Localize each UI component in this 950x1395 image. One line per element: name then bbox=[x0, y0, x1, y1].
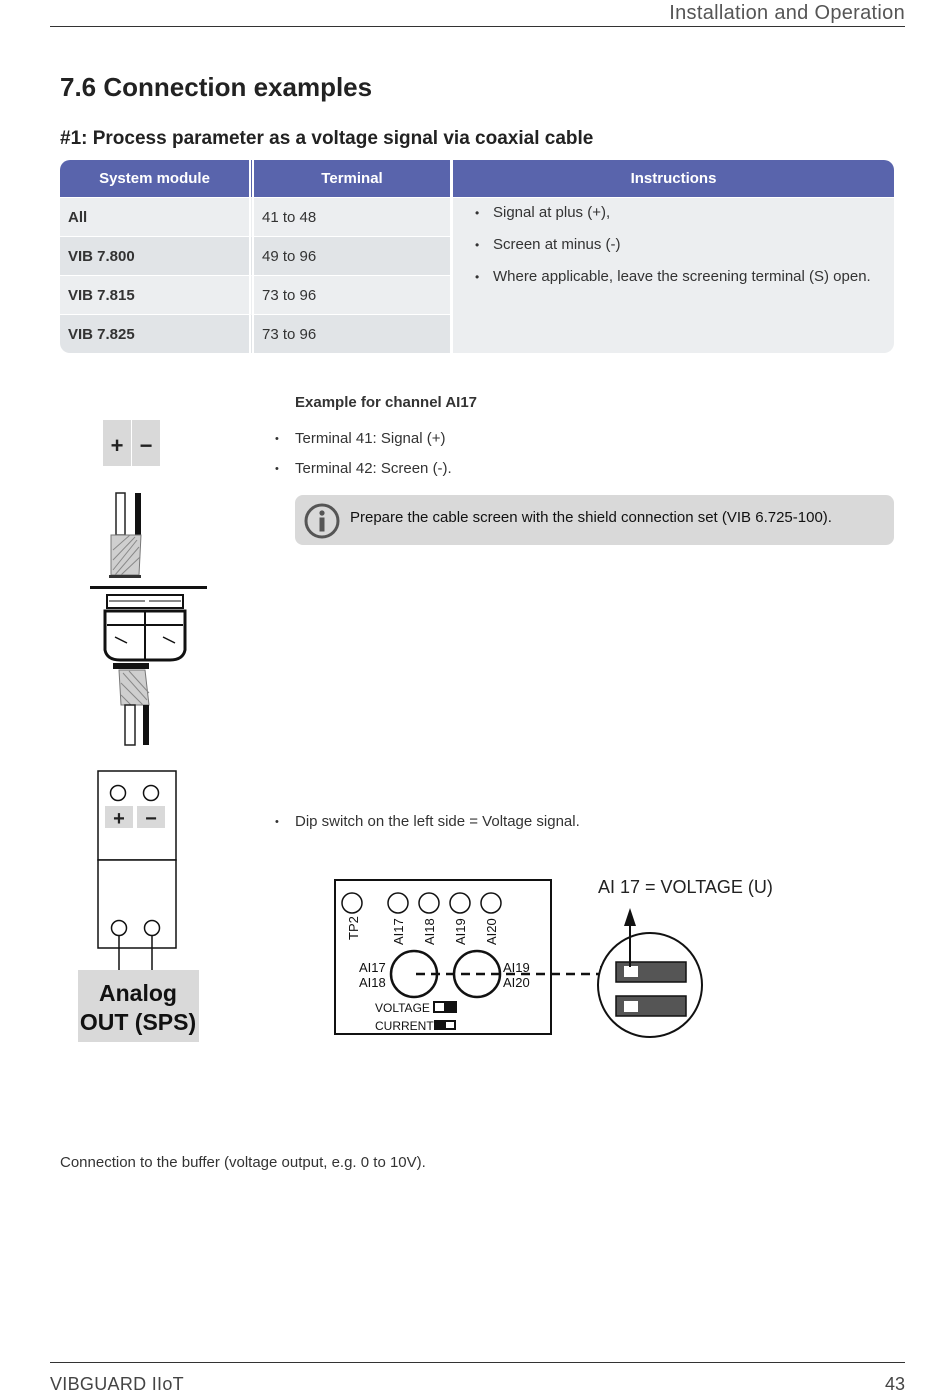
example-item: • Terminal 42: Screen (-). bbox=[295, 458, 452, 480]
plus-label: + bbox=[113, 808, 125, 830]
current-switch-legend-fill bbox=[446, 1022, 454, 1028]
board-led-ai19 bbox=[450, 893, 470, 913]
dip-switch-diagram bbox=[330, 872, 790, 1044]
label-ai18: AI18 bbox=[359, 975, 386, 990]
column-header-module: System module bbox=[60, 160, 254, 197]
output-terminal-minus bbox=[145, 921, 160, 936]
shield-band bbox=[109, 575, 141, 578]
instructions-cell bbox=[453, 197, 894, 353]
info-text: Prepare the cable screen with the shield connection set (VIB 6.725-100). bbox=[350, 509, 832, 526]
instruction-item: • Where applicable, leave the screening terminal (S) open. bbox=[493, 266, 880, 288]
connection-table bbox=[60, 160, 894, 353]
analog-out-line2: OUT (SPS) bbox=[79, 1009, 197, 1035]
subsection-title: #1: Process parameter as a voltage signal via coaxial cable bbox=[60, 128, 594, 149]
callout-label: AI 17 = VOLTAGE (U) bbox=[598, 877, 773, 897]
section-title: 7.6 Connection examples bbox=[60, 72, 373, 102]
board-led-ai18 bbox=[419, 893, 439, 913]
example-item: • Terminal 41: Signal (+) bbox=[295, 428, 452, 450]
dip-switch-1-lever bbox=[624, 966, 638, 977]
output-terminal-plus bbox=[112, 921, 127, 936]
minus-label: − bbox=[145, 808, 157, 830]
terminal-cell: 73 to 96 bbox=[254, 314, 453, 353]
label-ai20: AI20 bbox=[503, 975, 530, 990]
screw-minus bbox=[144, 786, 159, 801]
module-cell: VIB 7.825 bbox=[60, 314, 254, 353]
panel-line bbox=[90, 586, 207, 589]
info-icon bbox=[303, 502, 341, 540]
analog-out-line1: Analog bbox=[99, 980, 177, 1006]
instruction-item: • Signal at plus (+), bbox=[493, 202, 880, 224]
instructions-list bbox=[493, 202, 880, 288]
column-header-terminal: Terminal bbox=[254, 160, 453, 197]
board-label: AI20 bbox=[484, 918, 499, 945]
page-number: 43 bbox=[884, 1374, 905, 1394]
signal-wire-bottom bbox=[125, 705, 135, 745]
board-led-tp2 bbox=[342, 893, 362, 913]
module-cell: VIB 7.815 bbox=[60, 275, 254, 314]
module-cell: VIB 7.800 bbox=[60, 236, 254, 275]
instruction-item: • Screen at minus (-) bbox=[493, 234, 880, 256]
board-label: TP2 bbox=[346, 916, 361, 940]
module-cell: All bbox=[60, 197, 254, 236]
dip-list bbox=[295, 811, 580, 833]
label-current: CURRENT bbox=[375, 1019, 434, 1033]
running-header: Installation and Operation bbox=[669, 2, 905, 24]
board-label: AI17 bbox=[391, 918, 406, 945]
gland-seal bbox=[113, 663, 149, 669]
table-row bbox=[60, 197, 894, 236]
screw-plus bbox=[111, 786, 126, 801]
terminal-block-lower bbox=[98, 860, 176, 948]
footer-product: VIBGUARD IIoT bbox=[50, 1374, 184, 1394]
board-led-ai17 bbox=[388, 893, 408, 913]
example-title: Example for channel AI17 bbox=[295, 394, 478, 411]
board-label: AI18 bbox=[422, 918, 437, 945]
terminal-cell: 73 to 96 bbox=[254, 275, 453, 314]
dip-item: • Dip switch on the left side = Voltage signal. bbox=[295, 811, 580, 833]
screen-wire-top bbox=[135, 493, 141, 535]
signal-wire-top bbox=[116, 493, 125, 535]
header-rule bbox=[50, 26, 905, 27]
plus-label: + bbox=[110, 433, 124, 458]
callout-up-arrowhead bbox=[624, 908, 636, 926]
minus-label: − bbox=[139, 433, 153, 458]
table-header-row bbox=[60, 160, 894, 197]
dip-switch-2-lever bbox=[624, 1001, 638, 1012]
label-voltage: VOLTAGE bbox=[375, 1001, 430, 1015]
column-header-instructions: Instructions bbox=[453, 160, 894, 197]
figure-caption: Connection to the buffer (voltage output, e.g. 0 to 10V). bbox=[60, 1154, 426, 1171]
footer-rule bbox=[50, 1362, 905, 1363]
example-list bbox=[295, 428, 452, 488]
label-ai17: AI17 bbox=[359, 960, 386, 975]
analog-out-block bbox=[75, 768, 205, 1048]
terminal-cell: 41 to 48 bbox=[254, 197, 453, 236]
dip-switch-zoom-circle bbox=[598, 933, 702, 1037]
info-box bbox=[295, 495, 894, 545]
label-ai19: AI19 bbox=[503, 960, 530, 975]
screen-wire-bottom bbox=[143, 705, 149, 745]
board-label: AI19 bbox=[453, 918, 468, 945]
dip-switch-circle-left bbox=[391, 951, 437, 997]
cable-gland-diagram bbox=[85, 415, 215, 755]
board-led-ai20 bbox=[481, 893, 501, 913]
terminal-cell: 49 to 96 bbox=[254, 236, 453, 275]
voltage-switch-legend-fill bbox=[444, 1003, 455, 1011]
